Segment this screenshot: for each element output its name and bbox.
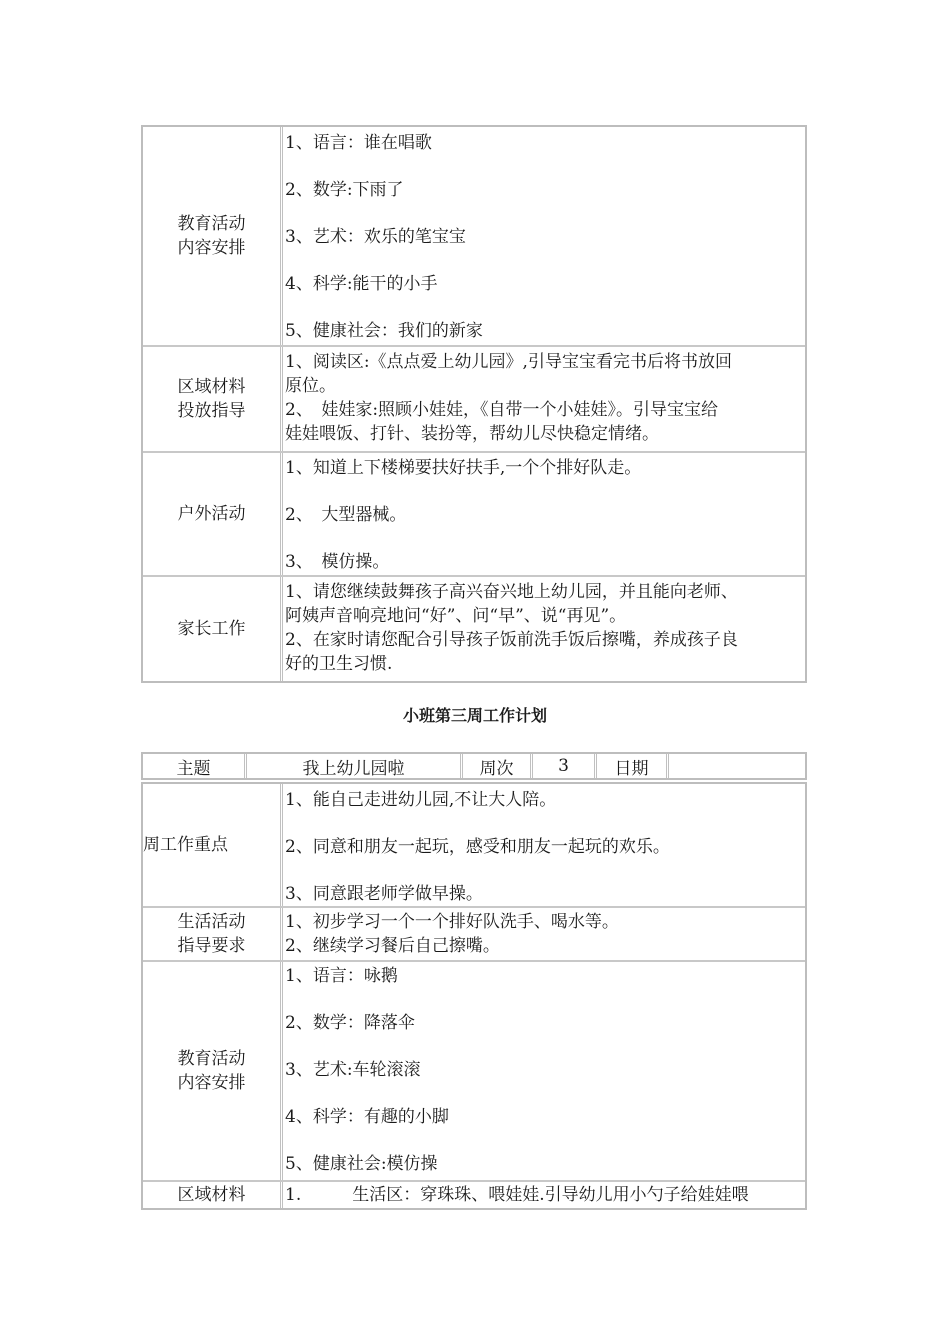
row-label-line: 户外活动 <box>177 504 246 524</box>
content-line: 3、艺术:车轮滚滚 <box>285 1060 421 1080</box>
content-line: 好的卫生习惯. <box>285 654 393 674</box>
row-area-materials <box>143 345 805 451</box>
content-line: 1、能自己走进幼儿园,不让大人陪。 <box>285 790 557 810</box>
content-line: 娃娃喂饭、打针、装扮等，帮幼儿尽快稳定情绪。 <box>285 424 659 444</box>
plan-table-week3 <box>141 782 807 1210</box>
theme-label: 主题 <box>143 754 247 778</box>
content-line: 3、艺术：欢乐的笔宝宝 <box>285 227 466 247</box>
row-education-activities <box>143 960 805 1180</box>
row-outdoor-activities <box>143 451 805 575</box>
week-value: 3 <box>533 754 597 778</box>
row-content <box>283 577 805 681</box>
week-label: 周次 <box>463 754 533 778</box>
content-line: 原位。 <box>285 376 336 396</box>
content-line: 5、健康社会:模仿操 <box>285 1154 438 1174</box>
row-label-line: 周工作重点 <box>143 835 228 855</box>
content-line: 2、数学：降落伞 <box>285 1013 415 1033</box>
row-label-line: 教育活动 <box>177 1049 246 1069</box>
content-line: 4、科学：有趣的小脚 <box>285 1107 449 1127</box>
row-label <box>143 784 283 906</box>
content-line: 1、请您继续鼓舞孩子高兴奋兴地上幼儿园，并且能向老师、 <box>285 582 738 602</box>
plan-header-row <box>141 752 807 780</box>
row-label-line: 区域材料 <box>177 1185 246 1205</box>
row-content <box>283 784 805 906</box>
content-line: 2、 大型器械。 <box>285 505 407 525</box>
content-line: 2、在家时请您配合引导孩子饭前洗手饭后擦嘴，养成孩子良 <box>285 630 738 650</box>
row-content <box>283 453 805 575</box>
content-line: 2、继续学习餐后自己擦嘴。 <box>285 936 500 956</box>
row-label-line: 生活活动 <box>177 912 246 932</box>
row-label-line: 投放指导 <box>177 401 246 421</box>
content-line: 1. 生活区：穿珠珠、喂娃娃.引导幼儿用小勺子给娃娃喂 <box>285 1185 749 1205</box>
row-content <box>283 962 805 1180</box>
row-label-line: 指导要求 <box>177 936 246 956</box>
date-label: 日期 <box>597 754 669 778</box>
row-life-activities <box>143 906 805 960</box>
row-content <box>283 127 805 345</box>
content-line: 3、 模仿操。 <box>285 552 390 572</box>
content-line: 1、语言：咏鹅 <box>285 966 398 986</box>
content-line: 4、科学:能干的小手 <box>285 274 438 294</box>
row-label-line: 内容安排 <box>177 1073 246 1093</box>
content-line: 2、数学:下雨了 <box>285 180 404 200</box>
row-label <box>143 347 283 451</box>
date-value <box>669 754 805 778</box>
row-weekly-focus <box>143 784 805 906</box>
content-line: 1、初步学习一个一个排好队洗手、喝水等。 <box>285 912 619 932</box>
content-line: 3、同意跟老师学做早操。 <box>285 884 483 904</box>
row-label-line: 家长工作 <box>177 619 246 639</box>
row-area-materials <box>143 1180 805 1208</box>
content-line: 阿姨声音响亮地问“好”、问“早”、说“再见”。 <box>285 606 627 626</box>
row-label-line: 内容安排 <box>177 238 246 258</box>
page-title: 小班第三周工作计划 <box>402 706 547 725</box>
row-education-activities <box>143 127 805 345</box>
content-line: 2、 娃娃家:照顾小娃娃，《自带一个小娃娃》。引导宝宝给 <box>285 400 719 420</box>
row-label <box>143 908 283 960</box>
content-line: 1、语言：谁在唱歌 <box>285 133 432 153</box>
row-label <box>143 577 283 681</box>
row-label <box>143 1182 283 1208</box>
theme-value: 我上幼儿园啦 <box>247 754 463 778</box>
row-content <box>283 1182 805 1208</box>
row-label <box>143 127 283 345</box>
content-line: 1、阅读区:《点点爱上幼儿园》,引导宝宝看完书后将书放回 <box>285 352 732 372</box>
content-line: 5、健康社会：我们的新家 <box>285 321 483 341</box>
row-content <box>283 908 805 960</box>
row-content <box>283 347 805 451</box>
plan-table-week2 <box>141 125 807 683</box>
row-label-line: 教育活动 <box>177 214 246 234</box>
row-label <box>143 453 283 575</box>
content-line: 1、知道上下楼梯要扶好扶手,一个个排好队走。 <box>285 458 642 478</box>
content-line: 2、同意和朋友一起玩，感受和朋友一起玩的欢乐。 <box>285 837 670 857</box>
row-label <box>143 962 283 1180</box>
row-label-line: 区域材料 <box>177 377 246 397</box>
row-parent-work <box>143 575 805 681</box>
